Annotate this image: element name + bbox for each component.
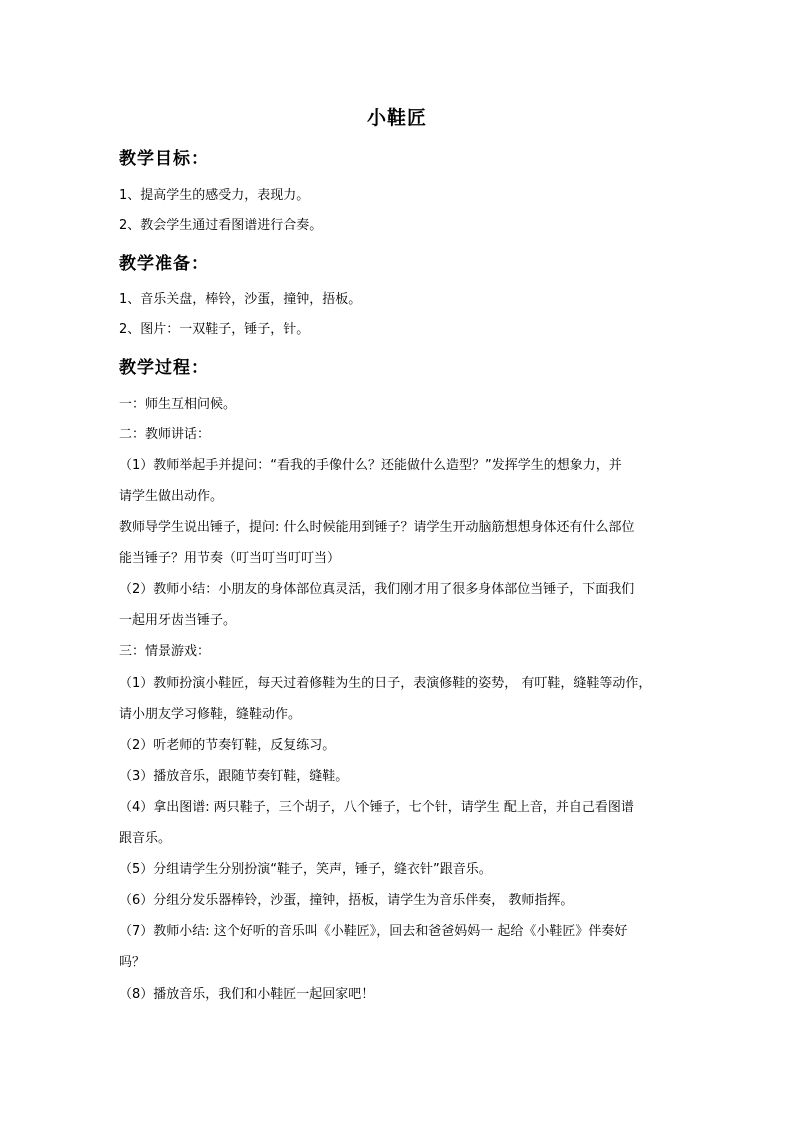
process-line: （1）教师扮演小鞋匠，每天过着修鞋为生的日子，表演修鞋的姿势， 有叮鞋，缝鞋等动作，	[119, 676, 652, 691]
process-line: 跟音乐。	[119, 831, 172, 846]
document-title: 小鞋匠	[366, 107, 427, 129]
process-line: （2）教师小结：小朋友的身体部位真灵活，我们刚才用了很多身体部位当锤子，下面我们	[119, 582, 635, 597]
process-line: （2）听老师的节奏钉鞋，反复练习。	[119, 738, 336, 753]
process-line: 请学生做出动作。	[119, 489, 224, 504]
process-line: （4）拿出图谱: 两只鞋子，三个胡子，八个锤子，七个针，请学生 配上音，并自己看图谱	[119, 800, 634, 815]
process-line: （8）播放音乐，我们和小鞋匠一起回家吧！	[119, 987, 375, 1002]
process-line: （5）分组请学生分别扮演“鞋子，笑声，锤子，缝衣针”跟音乐。	[119, 862, 492, 877]
section-heading-prep: 教学准备：	[119, 254, 209, 274]
process-line: 能当锤子？用节奏（叮当叮当叮叮当）	[119, 551, 341, 566]
goal-line-2: 2、教会学生通过看图谱进行合奏。	[119, 218, 323, 233]
process-line: （7）教师小结: 这个好听的音乐叫《小鞋匠》，回去和爸爸妈妈一 起给《小鞋匠》伴奏好	[119, 924, 628, 939]
process-line: 三：情景游戏：	[119, 644, 211, 659]
process-line: 教师导学生说出锤子，提问: 什么时候能用到锤子？请学生开动脑筋想想身体还有什么部位	[119, 520, 635, 535]
process-line: 请小朋友学习修鞋，缝鞋动作。	[119, 707, 302, 722]
process-line: （6）分组分发乐器棒铃，沙蛋，撞钟，捂板，请学生为音乐伴奏， 教师指挥。	[119, 893, 574, 908]
goal-line-1: 1、提高学生的感受力，表现力。	[119, 188, 310, 203]
process-line: （3）播放音乐，跟随节奏钉鞋，缝鞋。	[119, 769, 349, 784]
section-heading-process: 教学过程：	[119, 358, 209, 378]
section-heading-goals: 教学目标：	[119, 149, 209, 169]
prep-line-1: 1、音乐关盘，棒铃，沙蛋，撞钟，捂板。	[119, 292, 362, 307]
process-line: 吗？	[119, 955, 146, 970]
prep-line-2: 2、图片：一双鞋子，锤子，针。	[119, 322, 310, 337]
process-line: 一：师生互相问候。	[119, 397, 237, 412]
process-line: （1）教师举起手并提问：“看我的手像什么？还能做什么造型？”发挥学生的想象力，并	[119, 458, 622, 473]
process-line: 一起用牙齿当锤子。	[119, 613, 237, 628]
process-line: 二：教师讲话：	[119, 427, 211, 442]
